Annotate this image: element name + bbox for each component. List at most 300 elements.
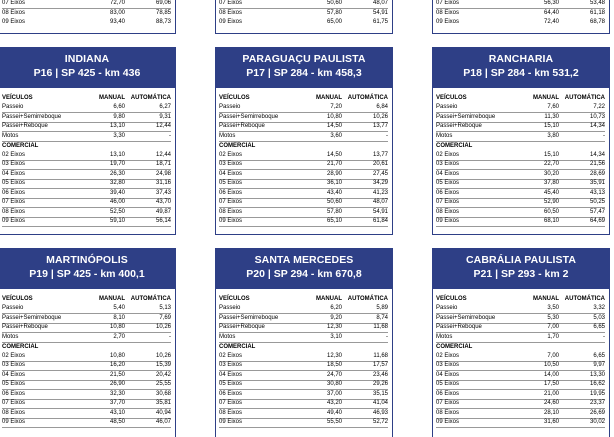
automatic-value: 46,07	[155, 419, 171, 425]
vehicles-header: VEÍCULOS	[436, 95, 467, 101]
manual-value: 5,30	[547, 314, 559, 321]
toll-table	[216, 0, 392, 28]
row-label: Passei+Semirreboque	[436, 113, 496, 120]
automatic-value: 27,45	[372, 170, 388, 177]
row-label: 07 Eixos	[2, 0, 26, 6]
row-label: 09 Eixos	[219, 419, 243, 425]
automatic-value: 30,68	[155, 390, 171, 397]
automatic-value: -	[603, 132, 605, 139]
row-label: 08 Eixos	[436, 409, 460, 416]
commercial-header: COMERCIAL	[2, 142, 39, 149]
automatic-value: 13,77	[372, 151, 388, 158]
manual-value: 24,60	[543, 400, 559, 406]
row-label: Passei+Semirreboque	[2, 113, 62, 120]
manual-value: 10,80	[326, 113, 342, 120]
plaza-location: P21 | SP 293 - km 2	[473, 268, 569, 280]
manual-value: 19,70	[109, 161, 125, 167]
automatic-value: 7,69	[159, 314, 171, 321]
automatic-value: 18,71	[155, 161, 171, 167]
manual-value: 30,20	[543, 170, 559, 177]
automatic-header: AUTOMÁTICA	[347, 296, 388, 302]
table-row	[436, 132, 605, 142]
manual-value: 65,10	[326, 218, 342, 224]
row-label: Motos	[219, 333, 236, 340]
manual-value: 65,00	[326, 19, 342, 25]
manual-header: MANUAL	[533, 296, 559, 302]
toll-table	[216, 88, 392, 227]
manual-value: 9,80	[113, 113, 125, 120]
automatic-value: 34,29	[372, 180, 388, 186]
automatic-value: 61,84	[372, 218, 388, 224]
row-label: 07 Eixos	[2, 400, 26, 406]
row-label: 02 Eixos	[436, 352, 460, 359]
row-label: 04 Eixos	[436, 170, 460, 177]
automatic-value: 54,91	[372, 9, 388, 16]
manual-value: 48,50	[109, 419, 125, 425]
manual-value: 6,60	[113, 104, 125, 110]
table-row	[436, 218, 605, 228]
row-label: Motos	[436, 132, 453, 139]
manual-value: 18,50	[326, 362, 342, 368]
row-label: 05 Eixos	[2, 381, 26, 387]
row-label: 08 Eixos	[2, 409, 26, 416]
row-label: 05 Eixos	[2, 180, 26, 186]
commercial-header: COMERCIAL	[436, 142, 473, 149]
manual-value: 9,20	[330, 314, 342, 321]
vehicles-header: VEÍCULOS	[219, 95, 250, 101]
toll-table	[0, 88, 175, 227]
commercial-header: COMERCIAL	[2, 343, 39, 350]
automatic-value: 13,30	[589, 371, 605, 378]
row-label: Motos	[219, 132, 236, 139]
automatic-value: 53,48	[589, 0, 605, 6]
card-header	[216, 249, 392, 289]
automatic-value: 13,77	[372, 123, 388, 129]
automatic-value: 6,84	[376, 104, 388, 110]
automatic-value: 11,68	[373, 352, 388, 359]
manual-value: 32,80	[109, 180, 125, 186]
row-label: 08 Eixos	[2, 9, 26, 16]
row-label: 06 Eixos	[219, 189, 243, 196]
row-label: 07 Eixos	[2, 199, 26, 205]
row-label: Passeio	[2, 104, 24, 110]
automatic-value: 5,03	[593, 314, 605, 321]
automatic-header: AUTOMÁTICA	[130, 95, 171, 101]
manual-value: 14,50	[326, 151, 342, 158]
plaza-name: MARTINÓPOLIS	[46, 254, 128, 266]
automatic-value: 23,37	[589, 400, 605, 406]
manual-value: 15,10	[543, 123, 559, 129]
automatic-value: 40,94	[155, 409, 171, 416]
card-header	[0, 249, 175, 289]
manual-value: 57,80	[326, 208, 342, 215]
automatic-value: 7,22	[593, 104, 605, 110]
automatic-value: 25,55	[155, 381, 171, 387]
manual-value: 3,80	[547, 132, 559, 139]
toll-plaza-card	[215, 248, 393, 437]
automatic-value: 8,74	[376, 314, 388, 321]
automatic-value: 19,95	[589, 390, 605, 397]
row-label: Passei+Reboque	[219, 324, 265, 330]
toll-plaza-card	[0, 248, 176, 437]
automatic-value: 35,91	[589, 180, 605, 186]
toll-table	[433, 88, 609, 227]
automatic-value: 56,14	[155, 218, 171, 224]
row-label: Passeio	[219, 305, 241, 311]
toll-card-partial	[0, 0, 176, 34]
row-label: 06 Eixos	[2, 390, 26, 397]
row-label: 04 Eixos	[2, 170, 26, 177]
manual-header: MANUAL	[99, 296, 125, 302]
commercial-header: COMERCIAL	[436, 343, 473, 350]
manual-value: 14,00	[543, 371, 559, 378]
automatic-value: 24,98	[155, 170, 171, 177]
row-label: Passei+Reboque	[2, 324, 48, 330]
automatic-value: 5,13	[159, 305, 171, 311]
manual-value: 28,90	[326, 170, 342, 177]
manual-value: 24,70	[326, 371, 342, 378]
manual-value: 46,00	[109, 199, 125, 205]
manual-value: 49,40	[326, 409, 342, 416]
manual-value: 12,30	[326, 324, 342, 330]
table-row	[219, 132, 388, 142]
manual-value: 36,10	[326, 180, 342, 186]
row-label: Motos	[436, 333, 453, 340]
table-row	[436, 0, 605, 9]
row-label: 06 Eixos	[436, 390, 460, 397]
manual-value: 16,20	[109, 362, 125, 368]
row-label: 04 Eixos	[2, 371, 26, 378]
manual-value: 7,60	[547, 104, 559, 110]
row-label: 03 Eixos	[436, 161, 460, 167]
automatic-value: 35,81	[155, 400, 171, 406]
automatic-value: 41,04	[372, 400, 388, 406]
automatic-value: 17,57	[372, 362, 388, 368]
manual-value: 7,00	[547, 324, 559, 330]
toll-card-partial	[215, 0, 393, 34]
automatic-value: 28,69	[589, 170, 605, 177]
row-label: 02 Eixos	[219, 352, 243, 359]
row-label: 05 Eixos	[219, 381, 243, 387]
table-row	[219, 419, 388, 429]
manual-header: MANUAL	[316, 296, 342, 302]
automatic-header: AUTOMÁTICA	[564, 296, 605, 302]
row-label: 09 Eixos	[219, 218, 243, 224]
table-row	[436, 18, 605, 28]
manual-value: 10,80	[109, 352, 125, 359]
automatic-value: 41,23	[372, 189, 388, 196]
row-label: 07 Eixos	[219, 0, 243, 6]
row-label: 03 Eixos	[219, 362, 243, 368]
automatic-value: 10,73	[589, 113, 605, 120]
vehicles-header: VEÍCULOS	[219, 296, 250, 302]
manual-value: 37,00	[326, 390, 342, 397]
automatic-value: 5,89	[376, 305, 388, 311]
automatic-value: 48,07	[372, 199, 388, 205]
automatic-value: 50,25	[589, 199, 605, 205]
plaza-name: CABRÁLIA PAULISTA	[466, 254, 576, 266]
automatic-value: -	[169, 132, 171, 139]
automatic-value: 46,93	[372, 409, 388, 416]
manual-value: 21,70	[326, 161, 342, 167]
manual-value: 22,70	[543, 161, 559, 167]
row-label: 05 Eixos	[436, 381, 460, 387]
plaza-name: SANTA MERCEDES	[254, 254, 354, 266]
manual-value: 28,10	[543, 409, 559, 416]
toll-plaza-card	[432, 47, 610, 235]
table-row	[2, 9, 171, 19]
manual-value: 57,80	[326, 9, 342, 16]
table-row	[219, 218, 388, 228]
row-label: Passeio	[2, 305, 24, 311]
row-label: Passeio	[219, 104, 241, 110]
automatic-value: 49,87	[155, 208, 171, 215]
manual-value: 30,80	[326, 381, 342, 387]
manual-value: 39,40	[109, 189, 125, 196]
table-row	[2, 132, 171, 142]
row-label: 08 Eixos	[2, 208, 26, 215]
manual-value: 37,80	[543, 180, 559, 186]
automatic-value: 3,32	[593, 305, 605, 311]
row-label: 06 Eixos	[219, 390, 243, 397]
row-label: 02 Eixos	[2, 352, 26, 359]
manual-value: 50,60	[326, 199, 342, 205]
automatic-value: 10,26	[155, 324, 171, 330]
table-row	[2, 333, 171, 343]
row-label: Passei+Semirreboque	[219, 314, 279, 321]
row-label: 08 Eixos	[219, 409, 243, 416]
row-label: 09 Eixos	[436, 19, 460, 25]
manual-value: 11,30	[544, 113, 559, 120]
manual-header: MANUAL	[533, 95, 559, 101]
automatic-value: 29,26	[372, 381, 388, 387]
table-row	[436, 333, 605, 343]
table-row	[219, 0, 388, 9]
automatic-value: 69,06	[155, 0, 171, 6]
automatic-value: 61,75	[372, 19, 388, 25]
manual-value: 10,80	[109, 324, 125, 330]
manual-value: 59,10	[109, 218, 125, 224]
manual-value: 26,90	[109, 381, 125, 387]
row-label: 04 Eixos	[436, 371, 460, 378]
automatic-header: AUTOMÁTICA	[130, 296, 171, 302]
manual-value: 12,30	[326, 352, 342, 359]
toll-table	[433, 289, 609, 428]
plaza-name: INDIANA	[64, 53, 110, 65]
row-label: 05 Eixos	[436, 180, 460, 186]
plaza-name: PARAGUAÇU PAULISTA	[242, 53, 366, 65]
manual-value: 21,00	[543, 390, 559, 397]
manual-value: 60,50	[543, 208, 559, 215]
automatic-value: 30,02	[589, 419, 605, 425]
card-header	[433, 48, 609, 88]
manual-value: 6,20	[330, 305, 342, 311]
row-label: 09 Eixos	[219, 19, 243, 25]
plaza-location: P16 | SP 425 - km 436	[33, 67, 141, 79]
card-header	[0, 48, 175, 88]
manual-value: 5,40	[113, 305, 125, 311]
row-label: Passeio	[436, 305, 458, 311]
automatic-value: 26,69	[589, 409, 605, 416]
card-header	[433, 249, 609, 289]
manual-value: 43,20	[326, 400, 342, 406]
automatic-value: 20,61	[372, 161, 388, 167]
row-label: Passeio	[436, 104, 458, 110]
automatic-value: 35,15	[372, 390, 388, 397]
row-label: Motos	[2, 132, 19, 139]
manual-value: 56,30	[543, 0, 559, 6]
automatic-value: 6,65	[593, 352, 605, 359]
automatic-value: 43,70	[155, 199, 171, 205]
row-label: 07 Eixos	[436, 199, 460, 205]
manual-value: 21,50	[109, 371, 125, 378]
manual-value: 8,10	[113, 314, 125, 321]
manual-value: 1,70	[547, 333, 559, 340]
automatic-value: 15,39	[155, 362, 171, 368]
manual-value: 13,10	[109, 151, 125, 158]
row-label: Passei+Semirreboque	[436, 314, 496, 321]
manual-value: 3,50	[547, 305, 559, 311]
automatic-value: 14,34	[589, 151, 605, 158]
toll-card-partial	[432, 0, 610, 34]
manual-value: 13,10	[109, 123, 125, 129]
manual-value: 83,00	[109, 9, 125, 16]
automatic-value: 64,69	[589, 218, 605, 224]
card-header	[216, 48, 392, 88]
manual-value: 50,60	[326, 0, 342, 6]
manual-value: 52,90	[543, 199, 559, 205]
table-row	[2, 18, 171, 28]
manual-value: 3,10	[330, 333, 342, 340]
plaza-location: P18 | SP 284 - km 531,2	[463, 67, 579, 79]
commercial-header: COMERCIAL	[219, 142, 256, 149]
manual-value: 15,10	[543, 151, 559, 158]
automatic-value: 12,44	[155, 123, 171, 129]
automatic-value: 10,26	[372, 113, 388, 120]
automatic-header: AUTOMÁTICA	[564, 95, 605, 101]
row-label: 07 Eixos	[219, 400, 243, 406]
automatic-value: 43,13	[589, 189, 605, 196]
manual-value: 72,40	[543, 19, 559, 25]
automatic-value: 68,78	[589, 19, 605, 25]
manual-value: 14,50	[326, 123, 342, 129]
automatic-value: 61,18	[589, 9, 605, 16]
automatic-value: 9,97	[593, 362, 605, 368]
toll-table	[0, 0, 175, 28]
row-label: Passei+Reboque	[436, 324, 482, 330]
manual-value: 3,30	[113, 132, 125, 139]
row-label: 02 Eixos	[219, 151, 243, 158]
row-label: 09 Eixos	[2, 419, 26, 425]
automatic-value: 23,46	[372, 371, 388, 378]
table-row	[436, 419, 605, 429]
automatic-value: 21,56	[589, 161, 605, 167]
manual-value: 17,50	[543, 381, 559, 387]
row-label: Passei+Semirreboque	[219, 113, 279, 120]
vehicles-header: VEÍCULOS	[436, 296, 467, 302]
automatic-value: 9,31	[159, 113, 171, 120]
vehicles-header: VEÍCULOS	[2, 95, 33, 101]
automatic-value: 14,34	[589, 123, 605, 129]
automatic-value: -	[169, 333, 171, 340]
commercial-header: COMERCIAL	[219, 343, 256, 350]
table-row	[436, 9, 605, 19]
automatic-value: -	[603, 333, 605, 340]
row-label: Passei+Reboque	[436, 123, 482, 129]
table-row	[2, 419, 171, 429]
automatic-value: 12,44	[155, 151, 171, 158]
manual-value: 43,10	[109, 409, 125, 416]
automatic-header: AUTOMÁTICA	[347, 95, 388, 101]
automatic-value: 16,62	[589, 381, 605, 387]
toll-table	[216, 289, 392, 428]
automatic-value: -	[386, 333, 388, 340]
row-label: Passei+Semirreboque	[2, 314, 62, 321]
row-label: 09 Eixos	[2, 19, 26, 25]
row-label: 04 Eixos	[219, 371, 243, 378]
row-label: 06 Eixos	[436, 189, 460, 196]
row-label: 08 Eixos	[436, 9, 460, 16]
row-label: 04 Eixos	[219, 170, 243, 177]
row-label: 08 Eixos	[436, 208, 460, 215]
manual-value: 31,60	[543, 419, 559, 425]
manual-value: 55,50	[326, 419, 342, 425]
manual-value: 43,40	[326, 189, 342, 196]
manual-value: 32,30	[109, 390, 125, 397]
plaza-name: RANCHARIA	[488, 53, 554, 65]
row-label: 08 Eixos	[219, 9, 243, 16]
automatic-value: 10,26	[155, 352, 171, 359]
automatic-value: 88,73	[155, 19, 171, 25]
row-label: 05 Eixos	[219, 180, 243, 186]
row-label: Passei+Reboque	[219, 123, 265, 129]
automatic-value: 37,43	[155, 189, 171, 196]
manual-value: 68,10	[543, 218, 559, 224]
table-row	[219, 333, 388, 343]
toll-plaza-card	[432, 248, 610, 437]
automatic-value: 57,47	[589, 208, 605, 215]
row-label: 03 Eixos	[2, 161, 26, 167]
automatic-value: -	[386, 132, 388, 139]
automatic-value: 48,07	[372, 0, 388, 6]
table-row	[2, 0, 171, 9]
manual-value: 7,20	[330, 104, 342, 110]
automatic-value: 6,65	[593, 324, 605, 330]
manual-value: 37,70	[109, 400, 125, 406]
manual-value: 26,30	[109, 170, 125, 177]
automatic-value: 78,85	[155, 9, 171, 16]
automatic-value: 20,42	[155, 371, 171, 378]
toll-table	[433, 0, 609, 28]
row-label: 03 Eixos	[2, 362, 26, 368]
automatic-value: 31,16	[155, 180, 171, 186]
plaza-location: P19 | SP 425 - km 400,1	[29, 268, 145, 280]
plaza-location: P20 | SP 294 - km 670,8	[246, 268, 362, 280]
automatic-value: 6,27	[159, 104, 171, 110]
manual-value: 10,50	[543, 362, 559, 368]
row-label: 06 Eixos	[2, 189, 26, 196]
automatic-value: 52,72	[372, 419, 388, 425]
toll-table	[0, 289, 175, 428]
row-label: 09 Eixos	[436, 218, 460, 224]
row-label: 02 Eixos	[2, 151, 26, 158]
vehicles-header: VEÍCULOS	[2, 296, 33, 302]
manual-header: MANUAL	[316, 95, 342, 101]
row-label: 07 Eixos	[436, 400, 460, 406]
manual-value: 45,40	[543, 189, 559, 196]
manual-value: 2,70	[113, 333, 125, 340]
row-label: Passei+Reboque	[2, 123, 48, 129]
